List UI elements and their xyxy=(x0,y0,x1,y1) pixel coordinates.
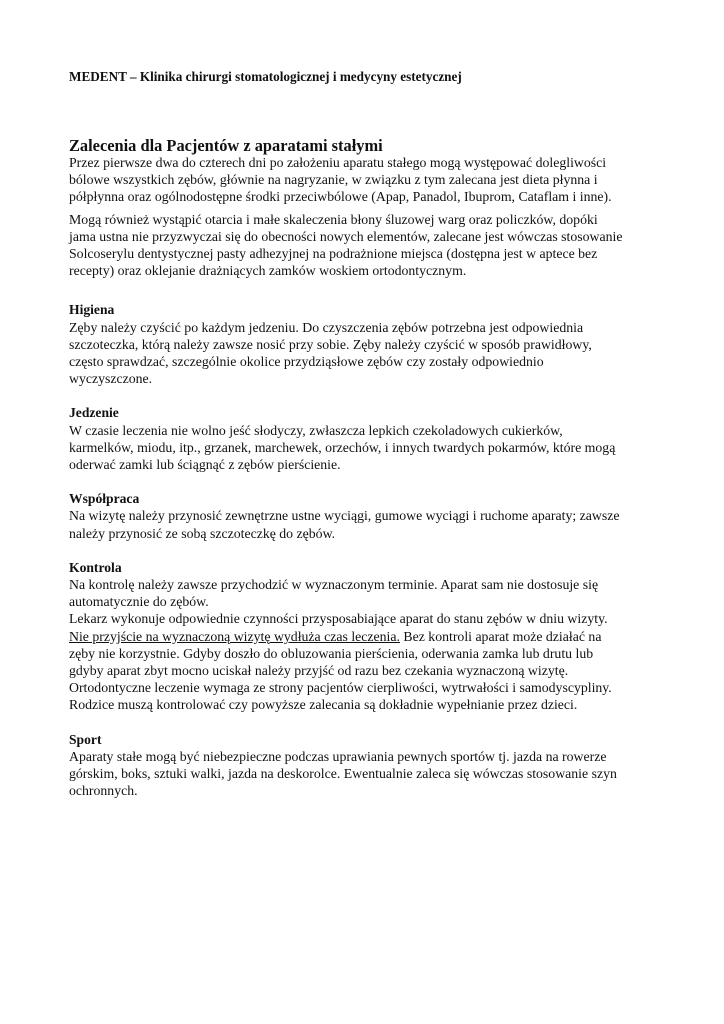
section-jedzenie xyxy=(69,404,669,473)
text-line: Solcoserylu dentystycznej pasty adhezyjnej na podrażnione miejsca (dostępna jest w aptece bez xyxy=(69,246,598,262)
document-title: Zalecenia dla Pacjentów z aparatami stałymi xyxy=(69,136,383,155)
text-line: bólowe wszystkich zębów, głównie na nagryzanie, w związku z tym zalecana jest dieta płynna i xyxy=(69,172,598,188)
text-line: ochronnych. xyxy=(69,783,138,799)
section-heading: Współpraca xyxy=(69,491,140,507)
text-line: jama ustna nie przyzwyczai się do obecności nowych elementów, zalecane jest wówczas stosowanie xyxy=(69,228,623,244)
text-line: karmelków, miodu, itp., grzanek, marchewek, orzechów, i innych twardych pokarmów, które mogą xyxy=(69,439,616,455)
text-line: Aparaty stałe mogą być niebezpieczne podczas uprawiania pewnych sportów tj. jazda na rowerze xyxy=(69,748,607,764)
text-line: Przez pierwsze dwa do czterech dni po założeniu aparatu stałego mogą występować dolegliwości xyxy=(69,155,607,170)
clinic-header: MEDENT – Klinika chirurgi stomatologicznej i medycyny estetycznej xyxy=(69,69,462,84)
underlined-warning: Nie przyjście na wyznaczoną wizytę wydłuża czas leczenia. xyxy=(69,628,400,644)
text-line: zęby nie korzystnie. Gdyby doszło do obluzowania pierścienia, oderwania zamka lub drutu lub xyxy=(69,645,594,661)
text-line: często sprawdzać, szczególnie okolice przydziąsłowe zębów czy zostały odpowiednio xyxy=(69,354,544,370)
intro-paragraph-2 xyxy=(69,211,669,280)
section-heading: Jedzenie xyxy=(69,405,119,421)
text-line: należy przynosić ze sobą szczoteczkę do zębów. xyxy=(69,525,336,541)
text-line: Mogą również wystąpić otarcia i małe skaleczenia błony śluzowej warg oraz policzków, dopóki xyxy=(69,211,598,227)
section-heading: Kontrola xyxy=(69,559,122,575)
text-line: recepty) oraz oklejanie drażniących zamków woskiem ortodontycznym. xyxy=(69,263,467,279)
section-heading: Sport xyxy=(69,731,102,747)
section-kontrola xyxy=(69,559,669,714)
section-wspolpraca xyxy=(69,490,669,542)
text-line: Na kontrolę należy zawsze przychodzić w wyznaczonym terminie. Aparat sam nie dostosuje się xyxy=(69,577,599,593)
section-higiena xyxy=(69,301,669,387)
text-line: półpłynna oraz ogólnodostępne środki przeciwbólowe (Apap, Panadol, Ibuprom, Cataflam i inne). xyxy=(69,189,612,205)
text-line: Ortodontyczne leczenie wymaga ze strony pacjentów cierpliwości, wytrwałości i samodyscypliny. xyxy=(69,680,612,696)
text-line-with-underline xyxy=(69,628,669,645)
text-line: wyczyszczone. xyxy=(69,371,153,387)
text-line: oderwać zamki lub ściągnąć z zębów pierścienie. xyxy=(69,457,341,473)
text-line: W czasie leczenia nie wolno jeść słodyczy, zwłaszcza lepkich czekoladowych cukierków, xyxy=(69,422,563,438)
text-line: Na wizytę należy przynosić zewnętrzne ustne wyciągi, gumowe wyciągi i ruchome aparaty; zawsze xyxy=(69,508,620,524)
text-line: górskim, boks, sztuki walki, jazda na deskorolce. Ewentualnie zaleca się wówczas stosowanie szyn xyxy=(69,766,617,782)
document-content xyxy=(69,154,669,800)
text-line: Zęby należy czyścić po każdym jedzeniu. Do czyszczenia zębów potrzebna jest odpowiednia xyxy=(69,319,584,335)
text-line: gdyby aparat zbyt mocno uciskał należy przyjść od razu bez czekania wyznaczoną wizytę. xyxy=(69,663,569,679)
text-line: automatycznie do zębów. xyxy=(69,594,209,610)
section-sport xyxy=(69,731,669,800)
intro-paragraph-1 xyxy=(69,154,669,206)
text-fragment: Bez kontroli aparat może działać na xyxy=(399,628,602,644)
text-line: szczoteczka, którą należy zawsze nosić przy sobie. Zęby należy czyścić w sposób prawidłowy, xyxy=(69,336,592,352)
section-heading: Higiena xyxy=(69,302,115,318)
text-line: Lekarz wykonuje odpowiednie czynności przysposabiające aparat do stanu zębów w dniu wizyty. xyxy=(69,611,608,627)
text-line: Rodzice muszą kontrolować czy powyższe zalecania są dokładnie wypełnianie przez dzieci. xyxy=(69,697,578,713)
